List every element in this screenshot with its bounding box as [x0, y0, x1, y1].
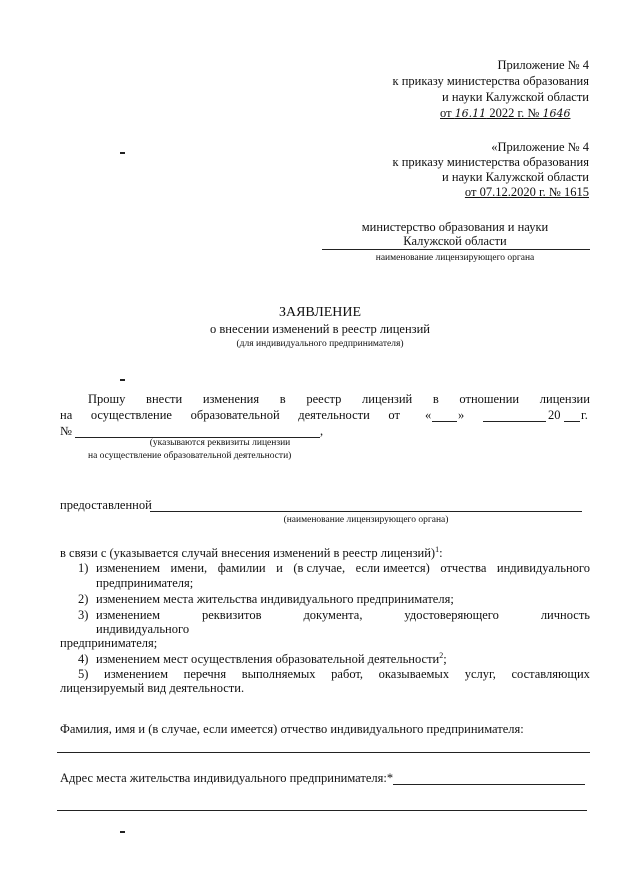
word: Прошу	[88, 392, 126, 406]
word: лицензии	[539, 392, 590, 406]
provided-by-caption: (наименование лицензирующего органа)	[283, 515, 449, 525]
word: в	[279, 392, 286, 406]
word: реквизитов	[201, 608, 262, 622]
provided-by-field[interactable]	[150, 511, 582, 512]
appendix-ministry-1: и науки Калужской области	[442, 90, 589, 104]
reason-5-num: 5)	[78, 667, 89, 681]
word: индивидуального	[496, 561, 590, 575]
authority-caption: наименование лицензирующего органа	[375, 253, 535, 263]
scan-mark	[120, 152, 125, 154]
word: изменением	[96, 608, 160, 622]
date-close-quote: »	[458, 408, 465, 422]
appendix-date-1	[440, 106, 570, 121]
word: изменения	[202, 392, 260, 406]
appendix-date-2: от 07.12.2020 г. № 1615	[464, 185, 589, 199]
reason-4-body: изменением мест осуществления образовательной деятельности	[96, 652, 440, 666]
address-field-line2[interactable]	[57, 810, 587, 811]
scan-mark	[120, 831, 125, 833]
word: перечня	[183, 667, 227, 681]
date-prefix: от	[440, 106, 455, 120]
date-day-field[interactable]	[432, 421, 457, 422]
word: составляющих	[511, 667, 590, 681]
date-year: 2022 г. №	[486, 106, 543, 120]
document-subtitle: о внесении изменений в реестр лицензий	[209, 322, 430, 336]
word: работ,	[331, 667, 364, 681]
license-caption-line1: (указываются реквизиты лицензии	[149, 438, 291, 448]
request-line-1	[88, 392, 590, 407]
word: выполняемых	[241, 667, 316, 681]
appendix-title-2: «Приложение № 4	[491, 140, 589, 154]
reason-5-line1	[78, 667, 590, 682]
word: оказываемых	[378, 667, 450, 681]
reason-3-line1	[96, 608, 590, 623]
word: и	[276, 561, 283, 575]
date-month-field[interactable]	[483, 421, 546, 422]
appendix-title-1: Приложение № 4	[497, 58, 589, 72]
handwritten-number: 1646	[542, 107, 571, 120]
date-open-quote: «	[425, 408, 432, 422]
reason-4-text	[96, 652, 447, 667]
scan-mark	[120, 379, 125, 381]
word: услуг,	[464, 667, 496, 681]
reason-3-num: 3)	[78, 608, 89, 622]
applicant-name-label: Фамилия, имя и (в случае, если имеется) отчество индивидуального предпринимателя:	[60, 722, 524, 736]
date-year-suffix: г.	[581, 408, 588, 422]
reasons-intro-text: в связи с (указывается случай внесения изменений в реестр лицензий)	[60, 546, 436, 560]
word: лицензий	[362, 392, 413, 406]
word: отношении	[459, 392, 520, 406]
word: (в случае,	[293, 561, 346, 575]
authority-underline	[322, 249, 590, 250]
reason-2-text: изменением места жительства индивидуального предпринимателя;	[96, 592, 454, 606]
word: документа,	[303, 608, 363, 622]
reason-4-colon: ;	[443, 652, 447, 666]
authority-name-line1: министерство образования и науки	[361, 220, 549, 234]
license-caption-line2: на осуществление образовательной деятельности)	[88, 451, 292, 461]
reason-3-line3: предпринимателя;	[60, 636, 158, 650]
reason-1-line2: предпринимателя;	[96, 576, 194, 590]
word: деятельности	[298, 408, 370, 422]
word: осуществление	[90, 408, 172, 422]
authority-name-line2: Калужской области	[403, 234, 507, 248]
reason-1-num: 1)	[78, 561, 89, 575]
reason-5-line2: лицензируемый вид деятельности.	[60, 681, 245, 695]
date-year-field[interactable]	[564, 421, 580, 422]
word: фамилии	[217, 561, 266, 575]
word: изменением	[96, 561, 160, 575]
appendix-order-1: к приказу министерства образования	[392, 74, 589, 88]
reason-3-line2: индивидуального	[96, 622, 190, 636]
address-label: Адрес места жительства индивидуального предпринимателя:*	[60, 771, 394, 785]
word: образовательной	[190, 408, 280, 422]
word: внести	[146, 392, 183, 406]
reason-1-line1	[96, 561, 590, 576]
date-century: 20	[548, 408, 561, 422]
word: если имеется)	[355, 561, 430, 575]
reasons-intro	[60, 546, 443, 561]
word: личность	[540, 608, 590, 622]
provided-by-label: предоставленной	[60, 498, 152, 512]
word: имени,	[170, 561, 208, 575]
license-number-label: №	[60, 424, 72, 438]
document-subtitle-note: (для индивидуального предпринимателя)	[236, 339, 404, 349]
word: реестр	[306, 392, 342, 406]
footnote-ref: 2	[439, 650, 444, 660]
word: от	[388, 408, 400, 422]
footnote-ref: 1	[435, 544, 440, 554]
word: в	[432, 392, 439, 406]
reason-4-num: 4)	[78, 652, 89, 666]
reasons-intro-colon: :	[439, 546, 443, 560]
word: отчества	[440, 561, 487, 575]
reason-2-num: 2)	[78, 592, 89, 606]
license-number-comma: ,	[320, 424, 324, 438]
appendix-order-2: к приказу министерства образования	[392, 155, 589, 169]
word: удостоверяющего	[404, 608, 499, 622]
handwritten-day: 16.11	[454, 107, 487, 120]
word: изменением	[104, 667, 169, 681]
word: на	[60, 408, 73, 422]
applicant-name-field[interactable]	[57, 752, 590, 753]
document-title: ЗАЯВЛЕНИЕ	[278, 305, 362, 320]
address-field-line1[interactable]	[393, 784, 585, 785]
appendix-ministry-2: и науки Калужской области	[442, 170, 589, 184]
